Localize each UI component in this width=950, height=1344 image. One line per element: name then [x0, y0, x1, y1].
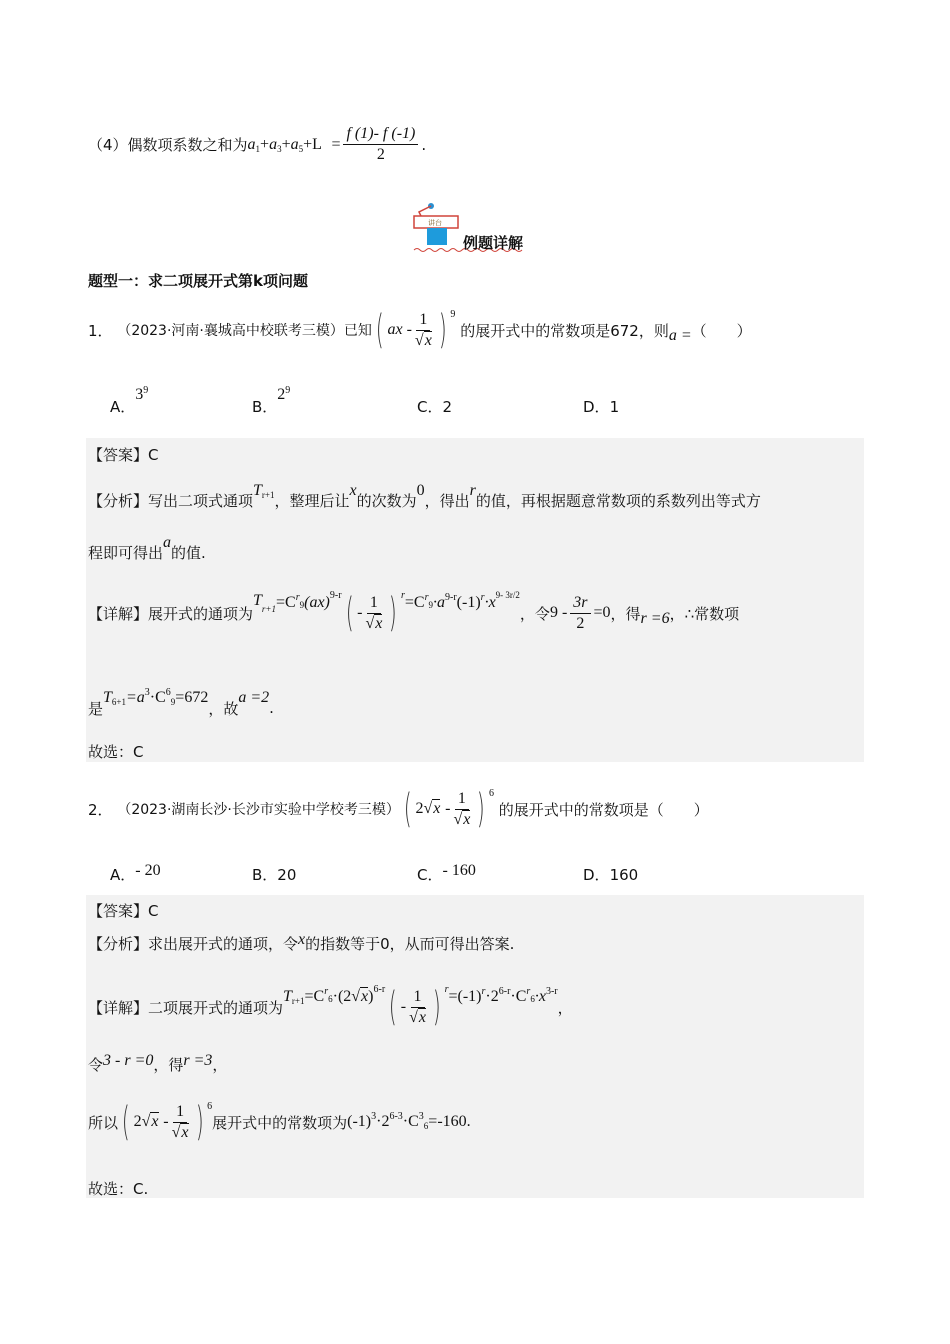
math: =	[331, 135, 341, 153]
math: 2	[415, 800, 424, 817]
math: r =3	[183, 1051, 213, 1069]
math: =(-1)	[448, 988, 482, 1005]
numerator: 1	[455, 789, 469, 810]
math: r+1	[261, 489, 275, 500]
analysis-line-2	[88, 533, 206, 563]
math: x	[433, 800, 441, 817]
math: 9	[170, 697, 176, 707]
detail-line-3: 所以 ( 2 √x - $\frac{1}{√x}$ ) 6 展开式中的常数项为 (-1) 3 ·2 6-3 ·C 3 6 =-160.	[88, 1099, 471, 1145]
exponent: 9	[450, 308, 456, 320]
denominator: 2	[376, 146, 385, 163]
text: ，∴常数项	[669, 604, 740, 623]
math: ·x	[534, 988, 546, 1005]
numerator: 1	[367, 593, 381, 614]
math: r =6	[640, 610, 670, 627]
denominator: x	[375, 614, 383, 632]
type-heading: 题型一：求二项展开式第k项问题	[88, 272, 308, 290]
math: x	[349, 481, 357, 499]
section-logo	[413, 200, 533, 258]
math: =C	[404, 594, 425, 611]
math: 3	[418, 1110, 424, 1122]
podium-label: 讲台	[428, 219, 442, 227]
numerator: 1	[416, 310, 430, 331]
text: 令	[88, 1056, 104, 1074]
option-value: - 20	[135, 861, 161, 879]
detail-line-2	[88, 680, 274, 716]
option-label: A．	[110, 866, 136, 884]
option-value: 1	[609, 397, 620, 416]
text: 的展开式中的常数项是（ ）	[498, 800, 709, 819]
math: ·C	[510, 988, 527, 1005]
option-exponent: 9	[143, 385, 149, 396]
denominator: 2	[576, 614, 585, 632]
math: ·2	[485, 988, 499, 1005]
text: （4）偶数项系数之和为	[88, 136, 248, 154]
fraction: $\frac{1}{√x}$	[453, 789, 471, 828]
option-label: D．	[583, 866, 610, 884]
math: 6	[423, 1121, 429, 1131]
option-value: 2	[442, 397, 453, 416]
math: 3-r	[545, 985, 558, 997]
math: 6	[328, 994, 333, 1004]
question-number: 2．	[88, 800, 113, 819]
denominator: x	[418, 1008, 426, 1026]
text: 的展开式中的常数项是672，则	[460, 321, 669, 340]
option-b[interactable]	[252, 385, 291, 417]
math: 6	[530, 994, 535, 1004]
math: a	[290, 135, 299, 153]
math: -	[400, 998, 407, 1015]
math: T	[103, 689, 112, 706]
question-source: （2023·河南·襄城高中校联考三模）已知	[117, 323, 372, 339]
fraction	[570, 593, 590, 634]
text: ，整理后让	[274, 492, 350, 510]
paren: (	[345, 590, 354, 636]
text: 所以	[88, 1113, 119, 1132]
math: ·C	[149, 689, 166, 706]
math: 5	[298, 143, 304, 154]
fraction: $\frac{1}{√x}$	[409, 987, 426, 1026]
math: 3	[371, 1110, 377, 1122]
denominator: x	[424, 331, 432, 349]
answer-line: 【答案】C	[88, 902, 159, 920]
paren: )	[195, 1099, 204, 1145]
math: x	[151, 1113, 159, 1130]
math: r+1	[291, 996, 305, 1006]
analysis-line	[88, 481, 761, 511]
paren: )	[477, 786, 486, 832]
text: 程即可得出	[88, 544, 164, 562]
math: +	[281, 135, 291, 153]
analysis-line	[88, 930, 515, 954]
math: 2	[133, 1113, 142, 1130]
choice-line: 故选：C.	[88, 1180, 149, 1198]
paren: )	[432, 984, 441, 1030]
option-label: B．	[252, 866, 278, 884]
option-b[interactable]	[252, 864, 296, 885]
math: 3	[277, 143, 282, 154]
math: a	[247, 135, 256, 153]
math: T	[253, 592, 262, 609]
math: 9-r	[329, 589, 342, 601]
option-label: C．	[417, 866, 443, 884]
math: ·2	[376, 1113, 390, 1130]
text: ，	[212, 1056, 228, 1074]
math: a =	[668, 327, 692, 344]
option-value: 20	[277, 865, 297, 884]
text: ，得	[153, 1056, 184, 1074]
math: =C	[276, 594, 296, 611]
math: 3	[144, 686, 150, 698]
math: a =2	[238, 689, 270, 706]
text: 【分析】求出展开式的通项，令	[88, 935, 299, 953]
math: 9-r	[445, 591, 457, 603]
math: ·C	[402, 1113, 419, 1130]
question-number: 1．	[88, 321, 113, 340]
math: 9- 3r/2	[495, 590, 520, 600]
text: ，得出	[424, 492, 470, 510]
option-a[interactable]	[110, 861, 161, 885]
denominator: x	[181, 1123, 189, 1141]
math: 6	[165, 686, 171, 698]
math: =a	[126, 689, 145, 706]
property-4-line	[88, 124, 426, 165]
math: 6+1	[111, 697, 126, 707]
math: 9	[428, 600, 433, 610]
math: a	[163, 533, 172, 551]
fraction: $\frac{1}{√x}$	[365, 593, 383, 632]
math: 0	[416, 481, 425, 499]
option-c[interactable]	[417, 861, 476, 885]
text: 是	[88, 699, 104, 718]
math: r	[526, 985, 531, 997]
text: 【详解】展开式的通项为	[88, 604, 254, 623]
math: =C	[304, 988, 325, 1005]
option-a[interactable]	[110, 385, 149, 417]
fraction: $\frac{1}{√x}$	[171, 1102, 189, 1141]
question-1	[88, 306, 752, 354]
numerator: 3r	[570, 593, 590, 614]
math: (ax)	[304, 594, 330, 611]
math: r	[481, 985, 486, 997]
text: 【详解】二项展开式的通项为	[88, 998, 284, 1017]
math: 6	[207, 1100, 213, 1112]
math: 3 - r =0	[103, 1051, 154, 1069]
math: r	[444, 983, 449, 995]
text: .	[269, 699, 274, 717]
paren: (	[121, 1099, 130, 1145]
option-label: B．	[252, 398, 278, 416]
numerator: 1	[411, 987, 425, 1008]
math: r	[480, 591, 485, 603]
option-c[interactable]	[417, 396, 452, 417]
math: r	[424, 591, 429, 603]
text: 【分析】写出二项式通项	[88, 492, 254, 510]
detail-line: 【详解】二项展开式的通项为 T r+1 =C r 6 ·(2 √x ) 6-r ( - $\frac{1}{√x}$ ) r =(-1) r ·2 6-r ·C r 6 ·x 3-r ，	[88, 983, 573, 1030]
math: 1	[255, 143, 261, 154]
math: 9	[299, 600, 305, 610]
text: 的次数为	[356, 492, 417, 510]
answer-line: 【答案】C	[88, 446, 159, 464]
option-exponent: 9	[285, 385, 291, 396]
option-label: A．	[110, 398, 136, 416]
text: ，故	[208, 699, 239, 718]
option-value: 160	[609, 865, 639, 884]
option-d[interactable]	[583, 864, 638, 885]
math: x	[361, 988, 369, 1005]
question-2: 2． （2023·湖南长沙·长沙市实验中学校考三模） ( 2 √x - $\frac{1}{√x}$ ) 6 的展开式中的常数项是（ ）	[88, 786, 709, 832]
section-title: 例题详解	[463, 234, 524, 252]
math: +	[260, 135, 270, 153]
math: =-160.	[428, 1113, 471, 1130]
math: T	[253, 481, 262, 499]
math: (-1)	[456, 594, 481, 611]
math: =0	[593, 604, 611, 621]
text: 的指数等于0，从而可得出答案.	[305, 935, 515, 953]
math: r	[469, 481, 476, 499]
paren: (	[389, 984, 397, 1030]
math: r	[295, 591, 300, 603]
math: (-1)	[347, 1113, 372, 1130]
detail-line	[88, 588, 739, 638]
text: ，令	[519, 604, 550, 623]
answer-blank: （ ）	[691, 321, 752, 340]
math: +L	[303, 135, 322, 153]
text: ，	[557, 998, 573, 1017]
text: .	[421, 135, 427, 154]
option-value: - 160	[442, 861, 476, 879]
math: r	[400, 589, 405, 601]
paren: )	[389, 590, 398, 636]
exponent: 6	[488, 787, 494, 799]
detail-line-2	[88, 1051, 228, 1075]
math: 9 -	[549, 604, 568, 621]
option-label: D．	[583, 398, 610, 416]
text: 的值，再根据题意常数项的系数列出等式方	[475, 492, 761, 510]
numerator: 1	[173, 1102, 187, 1123]
math: =672	[175, 689, 209, 706]
choice-line: 故选：C	[88, 743, 144, 761]
math: T	[283, 988, 292, 1005]
question-source: （2023·湖南长沙·长沙市实验中学校考三模）	[117, 802, 400, 818]
math: x	[298, 930, 306, 948]
option-value: 3	[135, 385, 144, 403]
text: 展开式中的常数项为	[212, 1113, 348, 1132]
option-label: C．	[417, 398, 443, 416]
math: )	[368, 988, 374, 1005]
math: -	[357, 604, 363, 621]
paren: (	[375, 307, 384, 353]
paren: (	[403, 786, 412, 832]
paren: )	[438, 307, 447, 353]
math: ·(2	[332, 988, 352, 1005]
math: ·a	[433, 594, 445, 611]
option-d[interactable]	[583, 396, 619, 417]
text: ，得	[610, 604, 641, 623]
math: -	[445, 800, 451, 817]
math: 6-r	[373, 983, 386, 995]
option-value: 2	[277, 385, 286, 403]
math: r+1	[261, 604, 276, 614]
math: a	[269, 135, 278, 153]
denominator: x	[463, 810, 471, 828]
math: -	[163, 1113, 169, 1130]
math: 6-3	[389, 1110, 403, 1122]
math: r	[324, 985, 329, 997]
math: 6-r	[498, 985, 511, 997]
fraction	[343, 124, 418, 165]
math: ·x	[484, 594, 496, 611]
math	[253, 592, 276, 614]
numerator: f (1)- f (-1)	[343, 124, 418, 145]
math: ax -	[387, 321, 412, 338]
text: 的值.	[171, 544, 206, 562]
fraction: $\frac{1}{√x}$	[414, 310, 432, 349]
